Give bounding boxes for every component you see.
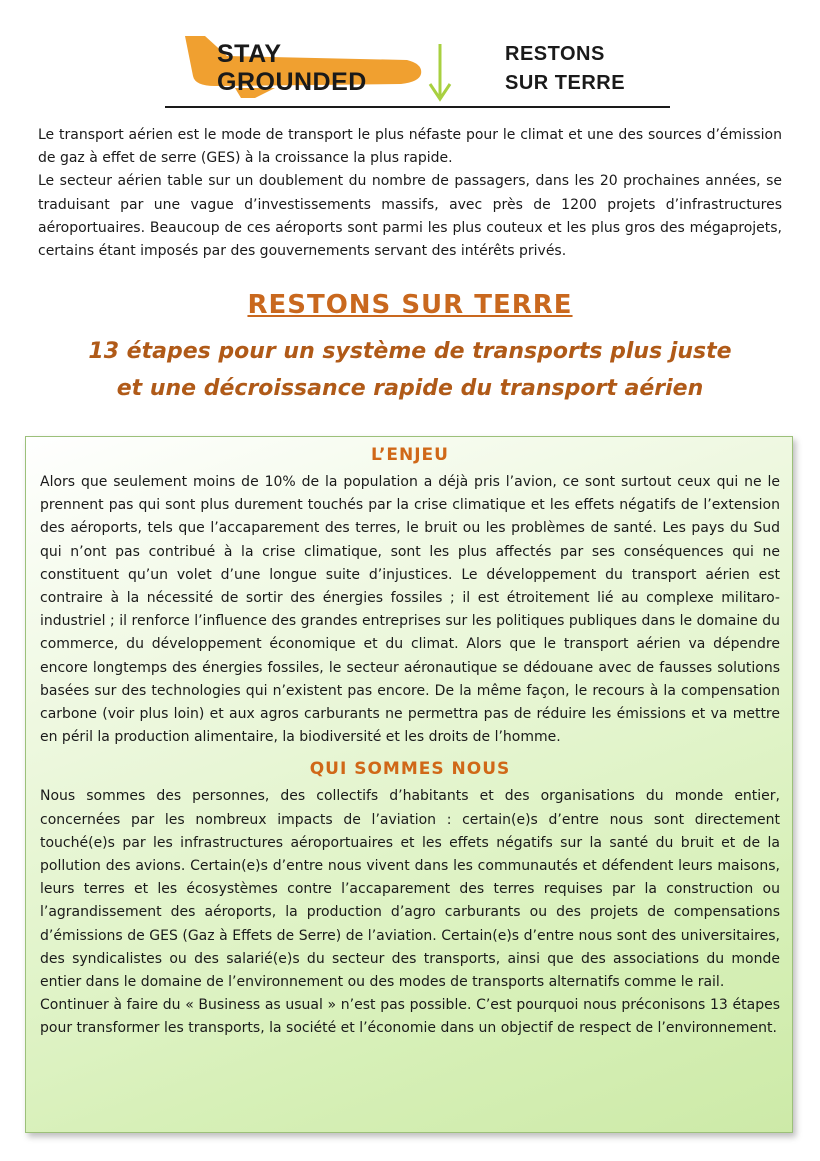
subtitle-line-1: 13 étapes pour un système de transports plus juste (88, 339, 732, 364)
logo-stay-text: STAY (217, 40, 282, 68)
subtitle-line-2: et une décroissance rapide du transport aérien (116, 376, 704, 401)
sur-terre-line: SUR TERRE (505, 72, 626, 94)
intro-text (38, 124, 782, 263)
down-arrow-icon (427, 42, 453, 102)
restons-line: RESTONS (505, 43, 605, 65)
page-header (165, 28, 670, 108)
intro-paragraph-2: Le secteur aérien table sur un doublement du nombre de passagers, dans les 20 prochaines années, se traduisant par une vague d’investissements massifs, avec près de 1200 projets d’infrastructures aéroportuaires. Beaucoup de ces aéroports sont parmi les plus couteux et les plus gros des mégaprojets, certains étant imposés par des gouvernements servant des intérêts privés. (38, 173, 782, 260)
logo-grounded-text: GROUNDED (217, 68, 367, 96)
section-text-qui-sommes-nous: Nous sommes des personnes, des collectifs d’habitants et des organisations du monde entier, concernées par les nombreux impacts de l’aviation : certain(e)s d’entre nous sont directement touché(e)s par les infrastructures aéroportuaires et les effets négatifs sur la santé du bruit et de la pollution des avions. Certain(e)s d’entre nous vivent dans les communautés et défendent leurs maisons, leurs terres et les écosystèmes contre l’accaparement des terres requises par la construction ou l’agrandissement des aéroports, la production d’agro carburants ou des projets de compensations d’émissions de GES (Gaz à Effets de Serre) de l’aviation. Certain(e)s d’entre nous sont des universitaires, des syndicalistes ou des salarié(e)s du secteur des transports, ainsi que des associations du monde entier dans le domaine de l’environnement ou des modes de transports alternatifs comme le rail. (40, 788, 780, 991)
restons-sur-terre-logo (505, 40, 625, 98)
content-box (25, 436, 793, 1133)
main-title: RESTONS SUR TERRE (247, 290, 573, 320)
section-title-enjeu: L’ENJEU (371, 445, 449, 465)
intro-paragraph-1: Le transport aérien est le mode de transport le plus néfaste pour le climat et une des sources d’émission de gaz à effet de serre (GES) à la croissance la plus rapide. (38, 127, 782, 167)
subtitle (0, 333, 820, 407)
section-title-qui-sommes-nous: QUI SOMMES NOUS (309, 759, 511, 780)
section-text-enjeu: Alors que seulement moins de 10% de la population a déjà pris l’avion, ce sont surtout ceux qui ne le prennent pas qui sont plus durement touchés par la crise climatique et les effets négatifs de l’extension des aéroports, tels que l’accaparement des terres, le bruit ou les problèmes de santé. Les pays du Sud qui n’ont pas contribué à la crise climatique, sont les plus affectés par ses conséquences qui ne constituent qu’un volet d’une longue suite d’injustices. Le développement du transport aérien est contraire à la nécessité de sortir des énergies fossiles ; il est étroitement lié au complexe militaro-industriel ; il renforce l’influence des grandes entreprises sur les politiques publiques dans le domaine du commerce, du développement économique et du climat. Alors que le transport aérien va dépendre encore longtemps des énergies fossiles, le secteur aéronautique se dédouane avec de fausses solutions basées sur des technologies qui n’existent pas encore. De la même façon, le recours à la compensation carbone (voir plus loin) et aux agros carburants ne permettra pas de réduire les émissions et va mettre en péril la production alimentaire, la biodiversité et les droits de l’homme. (40, 474, 780, 746)
section-text-conclusion: Continuer à faire du « Business as usual » n’est pas possible. C’est pourquoi nous préconisons 13 étapes pour transformer les transports, la société et l’économie dans un objectif de respect de l’environnement. (40, 997, 780, 1037)
